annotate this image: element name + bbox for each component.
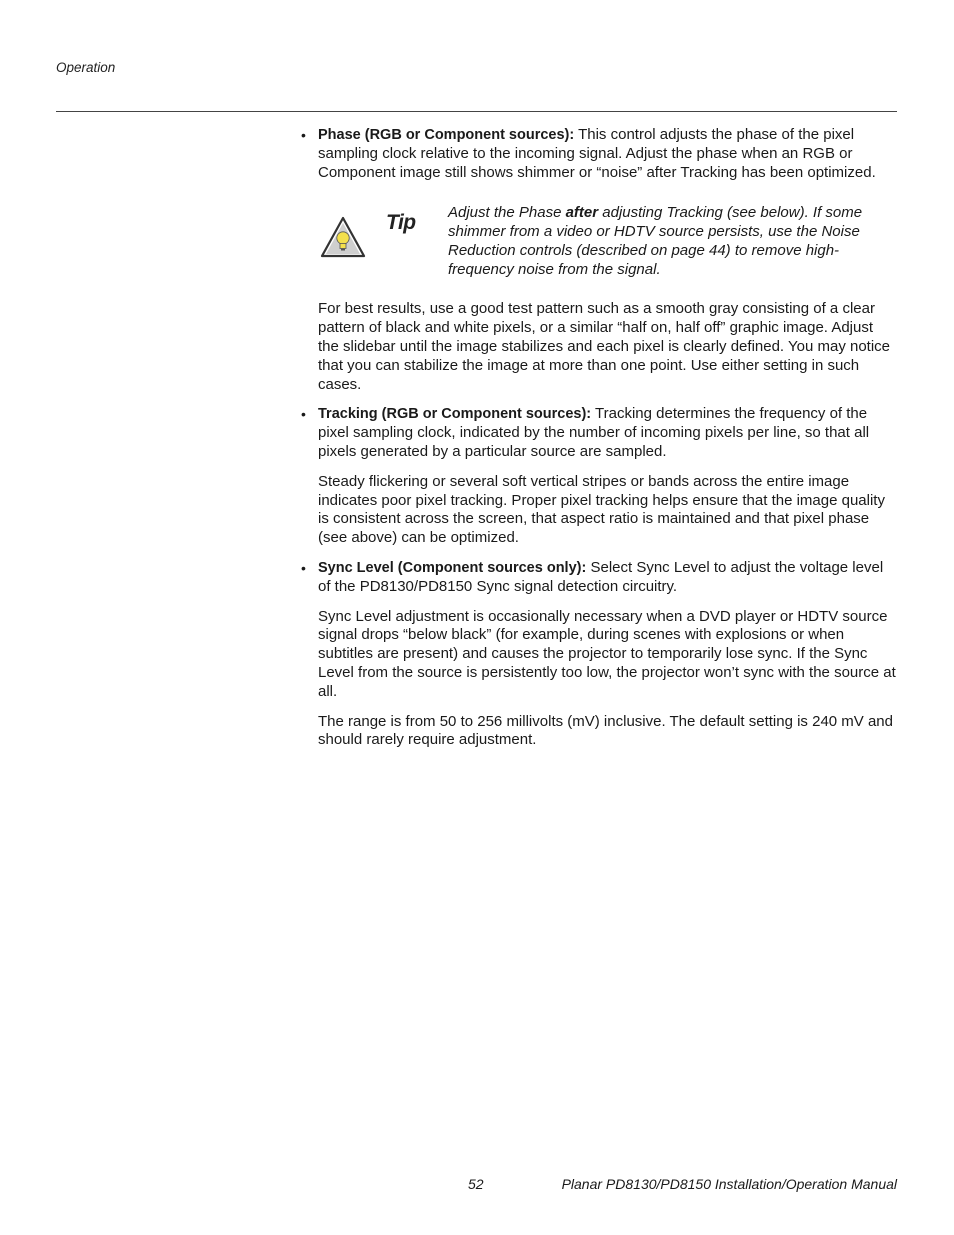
- header-divider: [56, 111, 897, 112]
- sync-note-1: Sync Level adjustment is occasionally necessary when a DVD player or HDTV source signal drops “below black” (for example, during scenes with explosions or when subtitles are present) and causes the projector to temporarily lose sync. If the Sync Level from the source is persistently too low, the projector won’t sync with the source at all.: [318, 607, 896, 700]
- page-number: 52: [468, 1176, 484, 1192]
- running-header: Operation: [56, 60, 116, 75]
- tracking-note: Steady flickering or several soft vertical stripes or bands across the entire image indicates poor pixel tracking. Proper pixel tracking helps ensure that the image quality is consistent across the screen, that aspect ratio is maintained and that pixel phase (see above) can be optimized.: [318, 472, 885, 547]
- tip-box: [318, 204, 896, 300]
- warning-lightbulb-icon: [320, 216, 366, 258]
- phase-note: For best results, use a good test pattern such as a smooth gray consisting of a clear pattern of black and white pixels, or a similar “half on, half off” graphic image. Adjust the slidebar until the image stabilizes and each pixel is clearly defined. You may notice that you can stabilize the image at more than one point. Use either setting in such cases.: [318, 300, 891, 393]
- sync-title: Sync Level (Component sources only):: [318, 559, 587, 576]
- bullet-tracking: [318, 405, 896, 461]
- sync-note-2: The range is from 50 to 256 millivolts (mV) inclusive. The default setting is 240 mV and should rarely require adjustment.: [318, 712, 893, 749]
- tip-text: Adjust the Phase after adjusting Tracking (see below). If some shimmer from a video or HDTV source persists, use the Noise Reduction controls (described on page 44) to remove high-frequency noise from the signal.: [448, 204, 863, 278]
- bullet-phase: [318, 126, 896, 182]
- main-content: [318, 126, 896, 761]
- manual-title: Planar PD8130/PD8150 Installation/Operation Manual: [561, 1176, 897, 1192]
- tracking-text: Tracking determines the frequency of the pixel sampling clock, indicated by the number of incoming pixels per line, so that all pixels generated by a particular source are sampled.: [318, 405, 870, 460]
- phase-text: This control adjusts the phase of the pixel sampling clock relative to the incoming signal. Adjust the phase when an RGB or Component image still shows shimmer or “noise” after Tracking has been optimized.: [318, 126, 876, 181]
- tracking-title: Tracking (RGB or Component sources):: [318, 406, 592, 423]
- sync-text: Select Sync Level to adjust the voltage level of the PD8130/PD8150 Sync signal detection circuitry.: [318, 558, 884, 595]
- phase-title: Phase (RGB or Component sources):: [318, 127, 575, 143]
- tip-label: Tip: [386, 211, 416, 235]
- tip-emphasis: after: [565, 204, 599, 222]
- bullet-sync-level: [318, 559, 896, 597]
